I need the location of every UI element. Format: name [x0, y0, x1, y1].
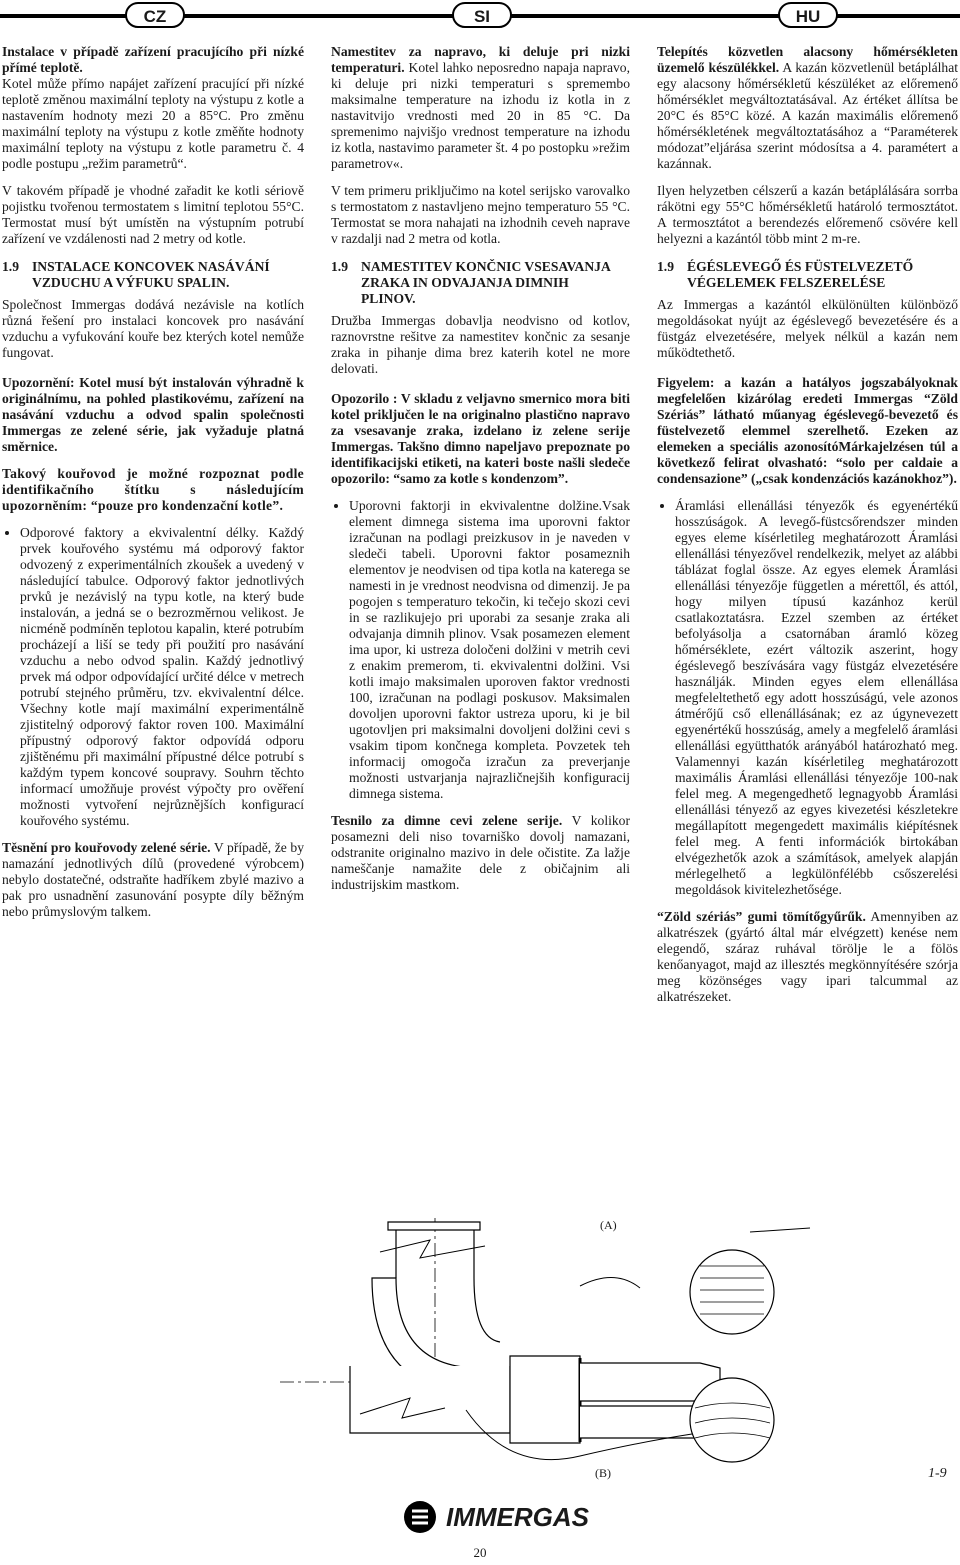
si-list-item: • Uporovni faktorji in ekvivalentne dolžine.Vsak element dimnega sistema ima uporovni faktor izračunan na podlagi preizkusov in je naveden v sledeči tabeli. Uporovni faktor posameznih elementov je neodvisen od tipa kotla na katerega se namesti in je vrednost neodvisna od dimenzij. Je pa pogojen s temperaturo tekočin, ki tečejo skozi cevi in se razlikujejo pri uporabi za sesanje zraka ali odvajanja dimnih plinov. Vsak posamezen element ima upor, ki ustreza določeni dolžini v metrih cevi z enakim premerom, ti. ekvivalentni dolžini. Vsi kotli imajo maksimalen uporoven faktor vrednosti 100, izračunan na podlagi poskusov. Maksimalen dovoljen uporovni faktor ustreza uporu, ki je bil ugotovljen pri maksimalni dovoljeni dolžini cevi s vsakim tipom končnega kompleta. Povzetek teh informacij omogoča izračun za preverjanje možnosti ustvarjanja najrazličnejših konfiguracij dimnega sistema. — [349, 498, 630, 802]
figure-label-a: (A) — [600, 1218, 617, 1232]
si-warning: Opozorilo : V skladu z veljavno smernico mora biti kotel priključen le na originalno plastično napravo za vsesavanje zraka, izdelano iz zelene serije Immergas. Takšno dimno napeljavo prepoznate po identifikacijski etiketi, na kateri boste našli sledeče opozorilo: “samo za kotle s kondenzom”. — [331, 391, 630, 486]
cz-thermostat-paragraph: V takovém případě je vhodné zařadit ke kotli sériově pojistku tvořenou termostatem s limitní teplotou 55°C. Termostat musí být umístěn na výstupním potrubí zařízení ve vzdálenosti nad 2 metry od kotle. — [2, 183, 304, 246]
detail-circle-a — [690, 1250, 774, 1334]
cz-intro — [2, 44, 304, 172]
leader-label-a — [750, 1228, 810, 1232]
cz-list — [2, 525, 304, 829]
column-si — [331, 44, 630, 904]
elbow-inner — [474, 1278, 500, 1342]
column-hu — [657, 44, 958, 1016]
hu-thermostat-paragraph: Ilyen helyzetben célszerű a kazán betáplálására sorrba rákötni egy 55°C hőmérsékletű határoló termosztátot. A termosztátot a berendezés előremenő csövére kell helyezni a kazántól több mint 2 m-re. — [657, 183, 958, 246]
hu-section-heading: 1.9 ÉGÉSLEVEGŐ ÉS FÜSTELVEZETŐ VÉGELEMEK FELSZERELÉSE — [657, 259, 914, 290]
leader-a — [580, 1277, 640, 1288]
lang-badge-cz: CZ — [125, 2, 185, 28]
hu-list-item: • Áramlási ellenállási tényezők és egyenértékű hosszúságok. A levegő-füstcsőrendszer minden egyes eleme kísérletileg meghatározott Áramlási ellenállási tényezővel rendelkezik, melyet az alábbi táblázat foglal össze. Az egyes elemek Áramlási ellenállási tényezője független a mérettől, és attól, hogy milyen típusú kazánhoz kerül csatlakoztatásra. Ezzel szemben az értéket befolyásolja a csatornában áramló közeg hőmérséklete, ezért változik aszerint, hogy égéslevegő beszívására vagy füstgáz elvezetésére használják. Minden egyes elem ellenállása megfeleltethető egy adott hosszúságú, vele azonos átmérőjű cső ellenállásának; ez az úgynevezett egyenértékű hosszúság, amely a megfelelő áramlási ellenállási együtthatók arányából határozható meg. Valamennyi kazán kísérletileg meghatározott maximális Áramlási ellenállási tényezője 100-nak felel meg. A megengedhető legnagyobb Áramlási ellenállási tényező az egyes kivezetési készletekre megállapított megengedett maximális kiépítésnek felel meg. A fenti információk birtokában elvégezhetők azok a számítások, amelyek alapján mérlegelhető a legkülönfélébb csőszerelési megoldások kivitelezhetősége. — [675, 498, 958, 898]
hu-list — [657, 498, 958, 898]
cz-list-item: • Odporové faktory a ekvivalentní délky. Každý prvek kouřového systému má odporový faktor odvozený z experimentálních zkoušek a uvedený v následující tabulce. Odporový faktor jednotlivých prvků je nezávislý na typu kotle, na který bude instalován, a jedná se o bezrozměrnou velikost. Je nicméně podmíněn teplotou kapalin, které potrubím procházejí a liší se tedy při použití pro nasávání vzduchu a nebo odvod spalin. Každý jednotlivý prvek má odpor odpovídající určité délce v metrech potrubí stejného průměru, tzv. ekvivalentní délce. Všechny kotle mají maximální experimentálně zjistitelný odporový faktor roven 100. Maximální přípustný odporový faktor odpovídá odporu zjištěnému při maximální přípustné délce potrubí s každým typem koncové soupravy. Souhrn těchto informací umožňuje provést výpočty pro ověření možnosti vytvoření nejrůznějších konfigurací kouřového systému. — [20, 525, 304, 829]
coupling — [510, 1356, 580, 1443]
lang-badge-si: SI — [452, 2, 512, 28]
brand-name: IMMERGAS — [446, 1502, 589, 1532]
cz-intro-body: Kotel může přímo napájet zařízení pracující při nízké teplotě změnou maximální teploty na výstupu z kotle a nastavením hodnoty mezi 20 a 85°C. Pro změnu maximální teploty na výstupu z kotle změňte hodnoty maximální teploty na výstupu z kotle parametru č. 4 podle postupu „režim parametrů“. — [2, 76, 304, 171]
si-intro-terminals: Družba Immergas dobavlja neodvisno od kotlov, raznovrstne rešitve za namestitev končnic za sesanje zraka in pihanje dima brez katerih kotel ne more delovati. — [331, 313, 630, 376]
hu-warning: Figyelem: a kazán a hatályos jogszabályoknak megfelelően kizárólag eredeti Immergas “Zöld Szériás” látható műanyag égéslevegő-bevezető és füstelvezető elemmel szerelhető. Ezeken az elemeken a speciális azonosítóMárkajelzésen túl a következő felirat olvasható: “solo per caldaie a condensazione” („csak kondenzációs kazánokhoz”). — [657, 375, 958, 486]
pipe-top-flange — [388, 1222, 480, 1230]
si-list — [331, 498, 630, 802]
cz-intro-terminals: Společnost Immergas dodává nezávisle na kotlích různá řešení pro instalaci koncovek pro nasávání vzduchu a vyfukování kouře bez kterých kotel nemůže fungovat. — [2, 297, 304, 360]
figure-flue-elbow — [280, 1218, 940, 1488]
pipe-horizontal-left — [350, 1366, 510, 1433]
hu-intro: Telepítés közvetlen alacsony hőmérsékleten üzemelő készülékkel. A kazán közvetlenül betáplálhat egy alacsony hőmérsékletű készüléket az előremenő hőmérséklet megváltoztatásával. Az értéket állítsa be 20°C és 85°C közé. A kazán maximális előremenő hőmérsékletének megváltoztatásához a “Paraméterek módozat”eljárása szerint módosítsa a 4. paramétert a kazánnak. — [657, 44, 959, 171]
si-section-heading: 1.9 NAMESTITEV KONČNIC VSESAVANJA ZRAKA IN ODVAJANJA DIMNIH PLINOV. — [331, 259, 611, 306]
header — [0, 2, 960, 28]
hu-seals-paragraph: “Zöld szériás” gumi tömítőgyűrűk. Amennyiben az alkatrészek (gyártó által már elvégzett) kenése nem elegendő, száraz ruhával törölje le a fölös kenőanyagot, majd az illesztés megkönnyítésére szórja meg közönséges vagy ipari talcummal az alkatrészeket. — [657, 909, 958, 1004]
si-thermostat-paragraph: V tem primeru priključimo na kotel serijsko varovalko s termostatom z nastavljeno mejno temperaturo 55 °C. Termostat se mora nahajati na izhodnih ceveh naprave v razdalji nad 2 metra od kotla. — [331, 183, 630, 246]
figure-label-b: (B) — [595, 1466, 611, 1480]
cz-intro-title: Instalace v případě zařízení pracujícího při nízké přímé teplotě. — [2, 44, 304, 75]
figure-number: 1-9 — [928, 1466, 947, 1481]
cz-warning: Upozornění: Kotel musí být instalován výhradně k originálnímu, na pohled plastikovému, zařízení na nasávání vzduchu a odvod spalin společnosti Immergas ze zelené série, jak vyžaduje platná směrnice. — [2, 375, 304, 454]
detail-circle-b — [690, 1378, 774, 1462]
column-cz — [2, 44, 304, 931]
si-seals-paragraph: Tesnilo za dimne cevi zelene serije. V kolikor posamezni deli niso tovarniško dovolj namazani, odstranite originalno mazivo in dele očistite. Za lažje nameščanje namažite dele z običajnim ali industrijskim mastkom. — [331, 813, 631, 892]
cz-seals-paragraph: Těsnění pro kouřovody zelené série. V případě, že by namazání jednotlivých dílů (provedené výrobcem) nebylo dostatečné, odstraňte hadříkem zbylé mazivo a pak pro usnadnění zasunování posypte díly běžným nebo průmyslovým talkem. — [2, 840, 304, 919]
hu-intro-terminals: Az Immergas a kazántól elkülönülten különböző megoldásokat nyújt az égéslevegő bevezetésére és a füstgáz elvezetésére, melyek nélkül a kazán nem működtethető. — [657, 297, 958, 360]
lang-badge-hu: HU — [778, 2, 838, 28]
cz-label-note: Takový kouřovod je možné rozpoznat podle identifikačního štítku s následujícím upozorněním: “pouze pro kondenzační kotle”. — [2, 466, 304, 513]
cz-section-heading: 1.9 INSTALACE KONCOVEK NASÁVÁNÍ VZDUCHU A VÝFUKU SPALIN. — [2, 259, 270, 290]
page-number: 20 — [473, 1545, 487, 1560]
si-intro: Namestitev za napravo, ki deluje pri nizki temperaturi. Kotel lahko neposredno napaja napravo, ki deluje pri nizki temperaturi s spremembo maksimalne temperature na izhodu iz kotla in z nastavitvijo vrednosti med 20 in 85 °C. Da spremenimo najvišjo vrednost temperature na izhodu iz kotla, nastavimo parameter št. 4 po postopku »režim parametrov«. — [331, 44, 630, 171]
